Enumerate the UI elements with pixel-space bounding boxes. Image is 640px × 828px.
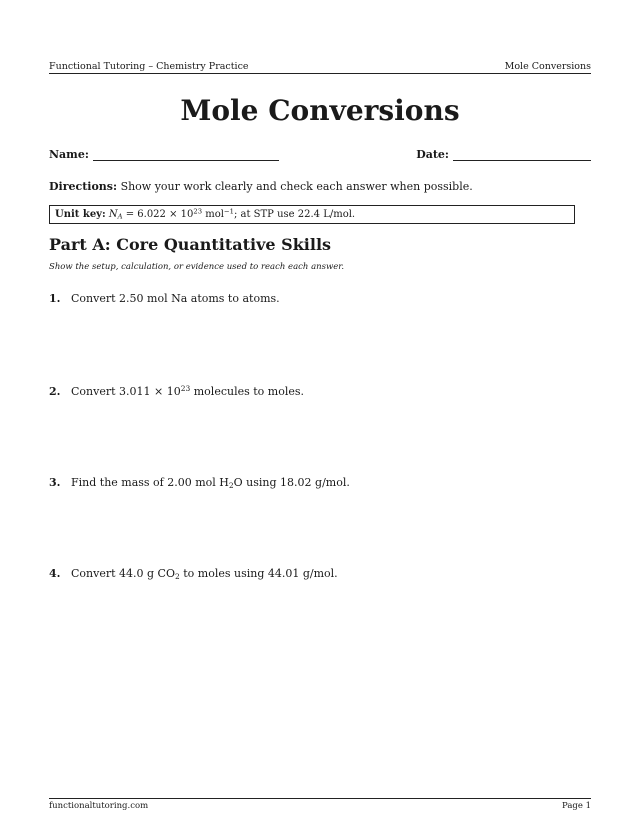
question-text-pre: Convert 44.0 g CO xyxy=(71,567,175,580)
question-3 xyxy=(49,476,350,489)
question-number: 1. xyxy=(49,292,61,305)
question-4 xyxy=(49,567,338,580)
avogadro-symbol: N xyxy=(108,209,118,220)
directions xyxy=(49,180,591,193)
section-instructions: Show the setup, calculation, or evidence used to reach each answer. xyxy=(49,262,345,272)
question-text-post: O using 18.02 g/mol. xyxy=(233,476,350,489)
page-title: Mole Conversions xyxy=(180,94,460,127)
header-topic: Mole Conversions xyxy=(504,61,591,72)
directions-label: Directions: xyxy=(49,180,118,193)
header-course-title: Functional Tutoring – Chemistry Practice xyxy=(49,61,249,72)
question-text-pre: Find the mass of 2.00 mol H xyxy=(71,476,229,489)
question-number: 3. xyxy=(49,476,61,489)
footer-website: functionaltutoring.com xyxy=(49,801,149,811)
avogadro-unit: mol xyxy=(202,209,224,220)
question-subscript: 2 xyxy=(174,571,180,581)
unit-key-box xyxy=(49,205,575,224)
avogadro-subscript: A xyxy=(117,212,123,221)
avogadro-exponent: 23 xyxy=(193,207,203,216)
question-text-post: molecules to moles. xyxy=(190,385,305,398)
question-text: Convert 2.50 mol Na atoms to atoms. xyxy=(71,292,280,305)
question-1 xyxy=(49,292,280,305)
running-footer xyxy=(49,798,591,811)
unit-key-label: Unit key: xyxy=(55,209,106,220)
stp-note: ; at STP use 22.4 L/mol. xyxy=(233,209,356,220)
question-number: 2. xyxy=(49,385,61,398)
directions-text: Show your work clearly and check each answer when possible. xyxy=(120,180,473,193)
running-header xyxy=(49,58,591,74)
date-label: Date: xyxy=(416,148,449,161)
avogadro-unit-exponent: −1 xyxy=(223,207,234,216)
date-field xyxy=(416,148,591,161)
question-number: 4. xyxy=(49,567,61,580)
question-text-pre: Convert 3.011 × 10 xyxy=(71,385,181,398)
avogadro-value: = 6.022 × 10 xyxy=(122,209,194,220)
question-text-post: to moles using 44.01 g/mol. xyxy=(179,567,338,580)
name-blank-line xyxy=(93,148,279,161)
name-field xyxy=(49,148,279,161)
question-2 xyxy=(49,385,304,398)
question-subscript: 2 xyxy=(228,480,234,490)
question-exponent: 23 xyxy=(180,383,191,393)
footer-page-number: Page 1 xyxy=(562,801,591,811)
section-heading: Part A: Core Quantitative Skills xyxy=(49,235,332,254)
date-blank-line xyxy=(453,148,591,161)
name-label: Name: xyxy=(49,148,89,161)
